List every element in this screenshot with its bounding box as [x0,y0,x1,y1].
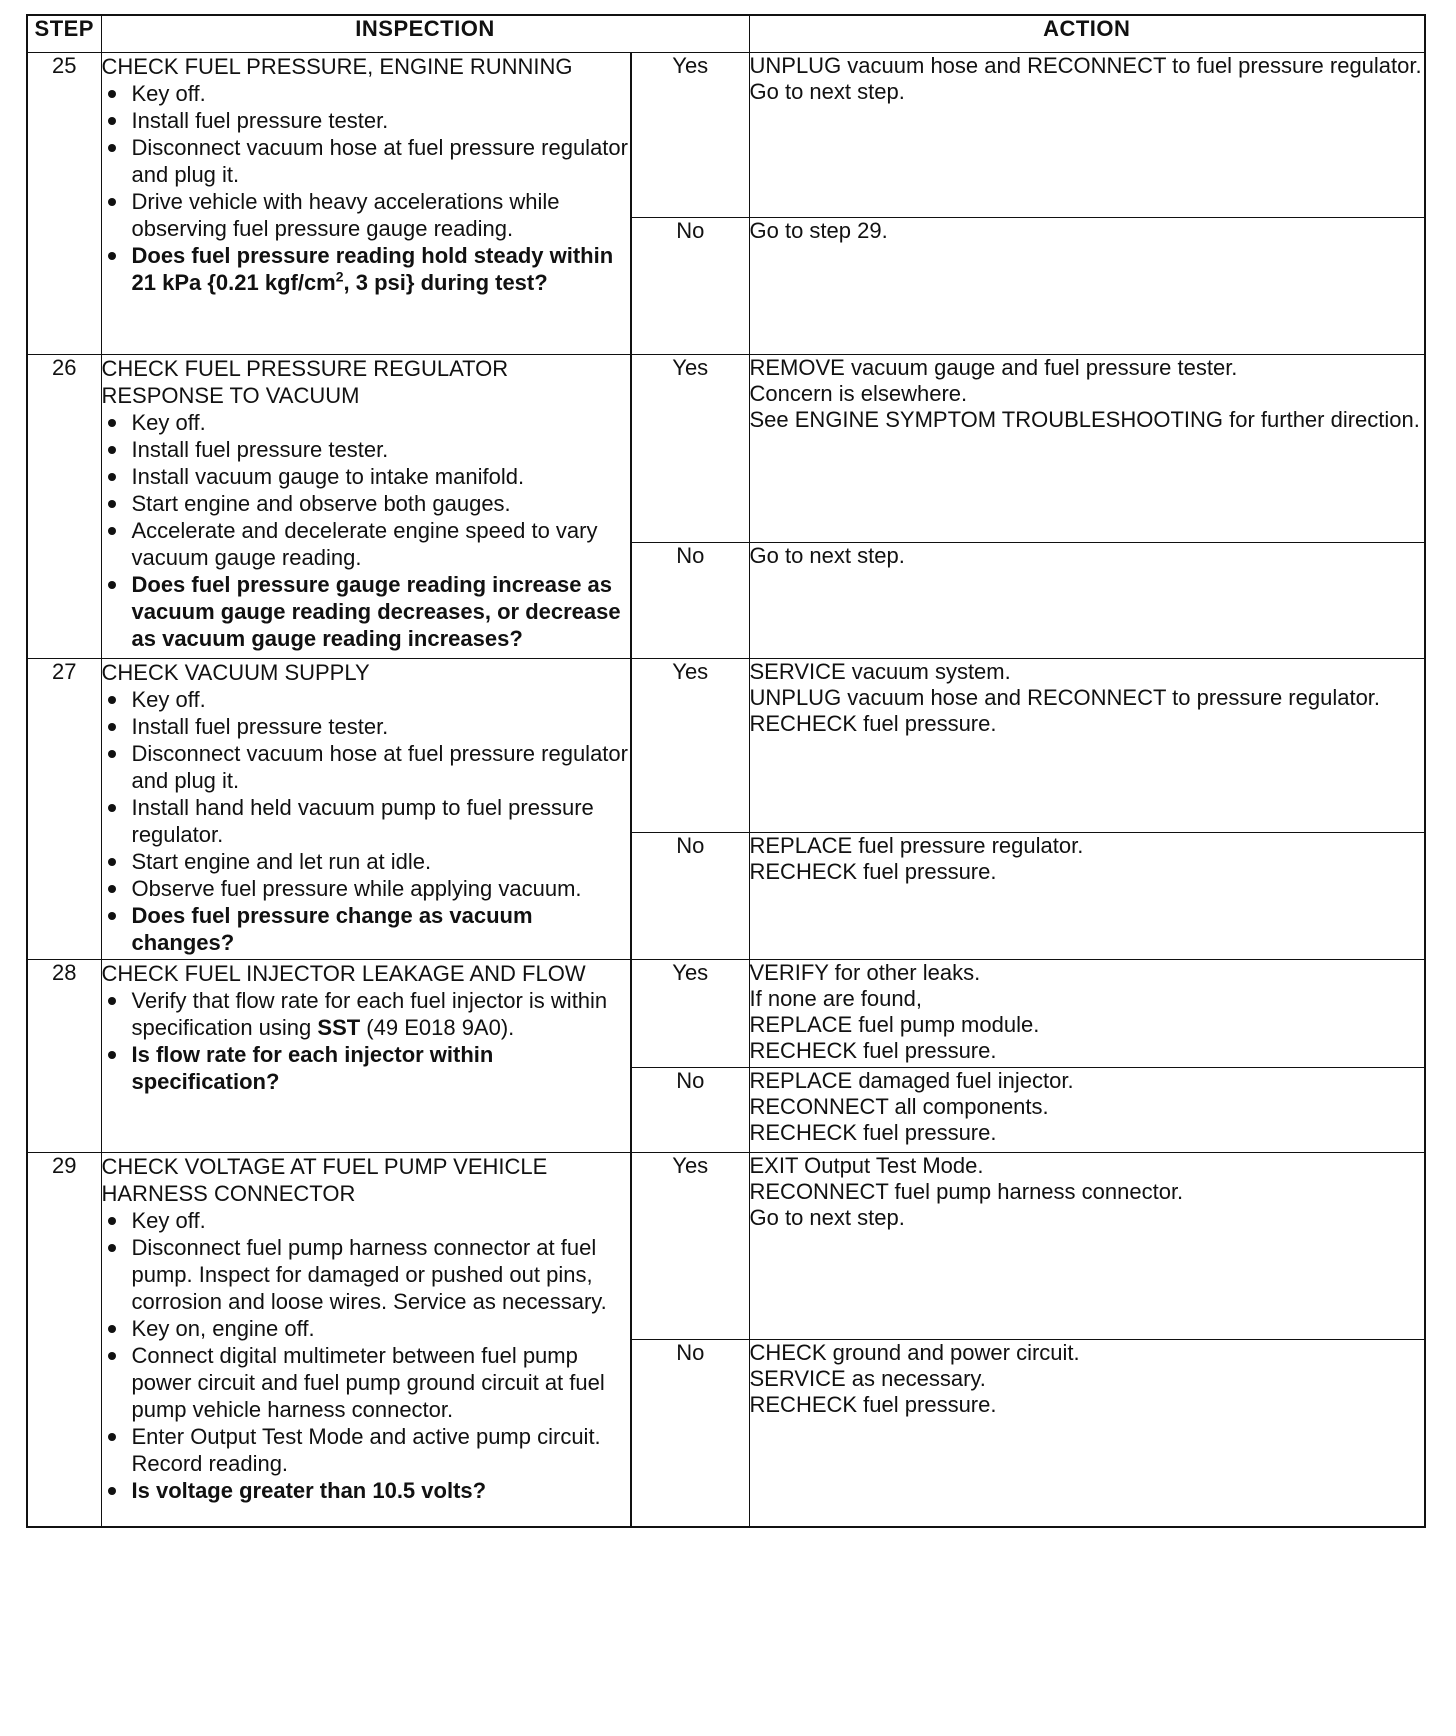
step-number: 27 [27,659,101,960]
inspection-cell [101,659,631,960]
action-line: CHECK ground and power circuit. [749,1340,1080,1365]
step-row-yes [27,355,1425,543]
action-yes [749,1153,1425,1340]
action-line: RECHECK fuel pressure. [749,859,997,884]
inspection-bullet: Connect digital multimeter between fuel pump power circuit and fuel pump ground circuit at fuel pump vehicle harness connector. [102,1342,631,1423]
inspection-bullet: Key on, engine off. [102,1315,631,1342]
action-no [749,1340,1425,1527]
inspection-bullet: Key off. [102,409,631,436]
step-number: 29 [27,1153,101,1527]
action-line: SERVICE as necessary. [749,1366,986,1391]
action-yes [749,355,1425,543]
inspection-cell [101,1153,631,1527]
inspection-bullets [102,987,631,1095]
action-no [749,543,1425,659]
action-no [749,218,1425,355]
action-line: UNPLUG vacuum hose and RECONNECT to pressure regulator. [749,685,1381,710]
sst-label: SST [317,1015,361,1040]
inspection-title: CHECK FUEL PRESSURE, ENGINE RUNNING [101,54,573,79]
inspection-bullet: Drive vehicle with heavy accelerations while observing fuel pressure gauge reading. [102,188,631,242]
action-line: REPLACE damaged fuel injector. [749,1068,1074,1093]
action-line: If none are found, [749,986,922,1011]
inspection-question: Is flow rate for each injector within specification? [102,1041,631,1095]
step-number: 28 [27,960,101,1153]
inspection-bullet: Disconnect vacuum hose at fuel pressure regulator and plug it. [102,740,631,794]
inspection-bullets [102,1207,631,1504]
inspection-bullet: Key off. [102,686,631,713]
action-line: EXIT Output Test Mode. [749,1153,984,1178]
action-line: RECHECK fuel pressure. [749,1120,997,1145]
inspection-bullet: Key off. [102,80,631,107]
step-row-yes [27,1153,1425,1340]
inspection-bullet: Install hand held vacuum pump to fuel pressure regulator. [102,794,631,848]
inspection-bullet: Disconnect fuel pump harness connector at fuel pump. Inspect for damaged or pushed out pins, corrosion and loose wires. Service as necessary. [102,1234,631,1315]
step-row-yes [27,659,1425,833]
action-line: Go to next step. [749,79,905,104]
inspection-bullets [102,80,631,296]
inspection-question: Is voltage greater than 10.5 volts? [102,1477,631,1504]
answer-no: No [631,833,749,960]
superscript: 2 [335,268,344,285]
inspection-title: CHECK FUEL INJECTOR LEAKAGE AND FLOW [101,961,586,986]
step-row-yes [27,53,1425,218]
inspection-bullet: Start engine and observe both gauges. [102,490,631,517]
inspection-bullets [102,686,631,956]
inspection-title: CHECK VOLTAGE AT FUEL PUMP VEHICLE HARNESS CONNECTOR [101,1154,548,1206]
table-header-row [27,15,1425,53]
step-row-yes [27,960,1425,1068]
action-line: UNPLUG vacuum hose and RECONNECT to fuel pressure regulator. [749,53,1422,78]
inspection-bullet: Observe fuel pressure while applying vacuum. [102,875,631,902]
action-line: REPLACE fuel pressure regulator. [749,833,1084,858]
header-step: STEP [27,15,101,53]
answer-no: No [631,543,749,659]
action-line: Go to next step. [749,543,905,568]
inspection-title: CHECK FUEL PRESSURE REGULATOR RESPONSE TO VACUUM [101,356,509,408]
inspection-bullet: Accelerate and decelerate engine speed to vary vacuum gauge reading. [102,517,631,571]
inspection-bullet: Verify that flow rate for each fuel injector is within specification using SST (49 E018 9A0). [102,987,631,1041]
action-line: REPLACE fuel pump module. [749,1012,1040,1037]
answer-yes: Yes [631,1153,749,1340]
diagnostic-procedure-sheet [26,14,1424,1528]
action-line: Go to next step. [749,1205,905,1230]
inspection-cell [101,960,631,1153]
action-no [749,833,1425,960]
header-inspection: INSPECTION [101,15,749,53]
inspection-bullet: Install fuel pressure tester. [102,713,631,740]
action-line: RECHECK fuel pressure. [749,711,997,736]
action-line: RECHECK fuel pressure. [749,1392,997,1417]
action-no [749,1068,1425,1153]
action-yes [749,53,1425,218]
answer-yes: Yes [631,355,749,543]
inspection-bullet: Start engine and let run at idle. [102,848,631,875]
action-line: RECONNECT fuel pump harness connector. [749,1179,1184,1204]
inspection-bullet: Key off. [102,1207,631,1234]
action-line: RECONNECT all components. [749,1094,1049,1119]
answer-yes: Yes [631,960,749,1068]
action-yes [749,960,1425,1068]
answer-no: No [631,1340,749,1527]
diagnostic-table [26,14,1426,1528]
inspection-title: CHECK VACUUM SUPPLY [101,660,370,685]
step-number: 26 [27,355,101,659]
action-line: See ENGINE SYMPTOM TROUBLESHOOTING for further direction. [749,407,1420,432]
answer-no: No [631,218,749,355]
action-line: RECHECK fuel pressure. [749,1038,997,1063]
action-line: Go to step 29. [749,218,888,243]
inspection-bullet: Disconnect vacuum hose at fuel pressure regulator and plug it. [102,134,631,188]
inspection-bullets [102,409,631,652]
inspection-bullet: Install fuel pressure tester. [102,436,631,463]
step-number: 25 [27,53,101,355]
inspection-cell [101,53,631,355]
answer-yes: Yes [631,53,749,218]
inspection-bullet: Install fuel pressure tester. [102,107,631,134]
action-line: VERIFY for other leaks. [749,960,981,985]
inspection-bullet: Enter Output Test Mode and active pump circuit. Record reading. [102,1423,631,1477]
action-yes [749,659,1425,833]
inspection-question: Does fuel pressure change as vacuum changes? [102,902,631,956]
inspection-cell [101,355,631,659]
action-line: SERVICE vacuum system. [749,659,1011,684]
inspection-question: Does fuel pressure reading hold steady within 21 kPa {0.21 kgf/$cm^2$, 3 psi} during test? [102,242,631,296]
action-line: REMOVE vacuum gauge and fuel pressure tester. [749,355,1238,380]
inspection-bullet: Install vacuum gauge to intake manifold. [102,463,631,490]
answer-no: No [631,1068,749,1153]
action-line: Concern is elsewhere. [749,381,968,406]
table-body [27,53,1425,1527]
inspection-question: Does fuel pressure gauge reading increase as vacuum gauge reading decreases, or decrease as vacuum gauge reading increases? [102,571,631,652]
header-action: ACTION [749,15,1425,53]
answer-yes: Yes [631,659,749,833]
